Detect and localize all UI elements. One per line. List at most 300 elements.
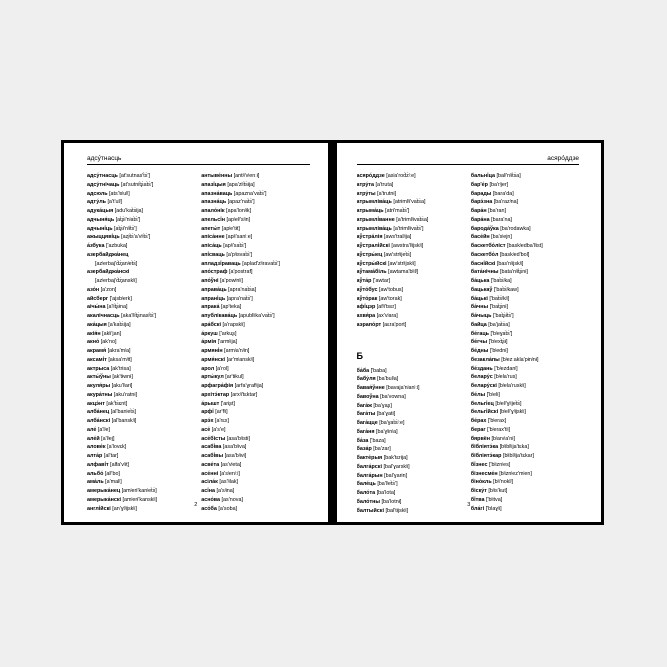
dictionary-entry — [471, 478, 579, 487]
headword: арты́кул — [201, 374, 224, 381]
headword: алта́р — [87, 453, 103, 459]
dictionary-entry — [471, 347, 579, 356]
dictionary-entry — [471, 461, 579, 470]
section-letter: Б — [356, 350, 363, 361]
headword: апі́сваць — [201, 251, 225, 258]
headword: бе́гаць — [470, 330, 489, 337]
transcription: [apazna'vat͡s'] — [233, 190, 267, 197]
page-number: 3 — [467, 502, 471, 508]
headword: айсберг — [87, 295, 109, 302]
headword: акно́ — [87, 339, 100, 346]
dictionary-entry — [471, 470, 579, 479]
transcription: [bʲiznʲez'mʲen] — [499, 470, 532, 477]
dictionary-entry — [471, 382, 579, 391]
dictionary-entry — [357, 225, 465, 234]
headword: асе́бісты — [201, 435, 226, 442]
headword: аэрапо́рт — [356, 321, 382, 328]
transcription: [bal'ɣarɨn] — [384, 472, 408, 479]
dictionary-entry — [201, 172, 309, 181]
transcription: ['bat͡sʲkaw] — [493, 286, 519, 293]
column-right — [471, 172, 579, 515]
headword: афі́цэр — [356, 304, 376, 311]
dictionary-entry — [201, 242, 309, 251]
transcription: [a'rɛx] — [214, 418, 229, 424]
dictionary-entry — [87, 373, 195, 382]
headword: ама́ль — [87, 479, 104, 486]
dictionary-entry — [357, 402, 465, 411]
headword: бата́нічны — [470, 269, 499, 276]
headword: але́ — [87, 426, 97, 433]
transcription: ['bʲelɨ] — [486, 391, 500, 398]
headword: бізнесме́н — [470, 470, 498, 477]
dictionary-entry — [471, 233, 579, 242]
headword: ахвя́ра — [356, 313, 376, 319]
headword: ба́ба — [356, 367, 370, 374]
dictionary-entry — [87, 356, 195, 365]
dictionary-entry — [87, 251, 195, 260]
transcription: [a'pʲisvat͡s'] — [226, 251, 253, 258]
dictionary-entry — [357, 375, 465, 384]
headword: атрымліва́ць — [356, 199, 392, 206]
transcription: [aw'strʲijet͡s] — [383, 251, 412, 258]
transcription: [a'malʲ] — [105, 479, 122, 486]
transcription: [aw'strʲijskʲi] — [388, 260, 416, 267]
right-page — [337, 143, 602, 522]
headword: белару́с — [470, 374, 493, 381]
headword: безакла́пы — [470, 356, 500, 363]
dictionary-entry — [471, 216, 579, 225]
headword: бало́та — [356, 490, 376, 496]
dictionary-entry — [357, 419, 465, 428]
dictionary-entry — [87, 242, 195, 251]
transcription: ['blaɣʲi] — [485, 505, 502, 512]
dictionary-entry — [87, 400, 195, 409]
dictionary-entry — [471, 190, 579, 199]
dictionary-entry — [87, 216, 195, 225]
dictionary-entry — [357, 367, 465, 376]
running-header: асяро́ддзе — [357, 154, 580, 165]
transcription: [a's'e] — [211, 426, 226, 433]
running-header: адсу́тнасць — [87, 154, 310, 165]
dictionary-entry — [87, 478, 195, 487]
headword: бі́знес — [470, 461, 488, 468]
dictionary-entry — [87, 233, 195, 242]
dictionary-entry — [357, 295, 465, 304]
dictionary-entry — [87, 277, 195, 286]
transcription: [ba'bulʲa] — [377, 376, 399, 383]
transcription: [asa'bʲiva] — [222, 444, 247, 451]
headword: аўто́бус — [356, 286, 378, 293]
transcription: [ba'jat͡sa] — [488, 321, 510, 328]
transcription: [azʲerbaj'd͡ʐanskʲi] — [95, 278, 137, 284]
transcription: [ba'rʲjer] — [489, 181, 509, 188]
transcription: [ak'tɨwnɨ] — [112, 374, 133, 381]
transcription: [ba'ɣatɨ] — [376, 411, 396, 418]
dictionary-entry — [87, 172, 195, 181]
headword: арол — [201, 365, 215, 372]
transcription: [at'sutnas't͡s'] — [119, 173, 151, 179]
headword: асяро́ддзе — [356, 173, 385, 179]
transcription: [ba'rodawka] — [500, 225, 531, 232]
transcription: [a't'ulʲ] — [107, 199, 123, 206]
headword: а́збука — [87, 243, 105, 249]
transcription: [adu'kat͡sija] — [114, 208, 144, 214]
dictionary-entry — [471, 260, 579, 269]
headword: басні́йскі — [470, 260, 496, 267]
headword: асабі́вы — [201, 453, 224, 459]
transcription: [baskʲedba'lʲist] — [507, 243, 543, 249]
headword: апрака́ — [201, 304, 220, 311]
transcription: ['armʲija] — [217, 339, 238, 346]
headword: акія́н — [87, 330, 101, 337]
headword: балга́рын — [356, 472, 383, 479]
transcription: [akʲi'jan] — [102, 330, 122, 337]
dictionary-entry — [471, 417, 579, 426]
transcription: [aw'tobus] — [378, 286, 404, 293]
column-left — [87, 172, 195, 513]
dictionary-entry — [201, 417, 309, 426]
headword: бе́здань — [470, 365, 493, 372]
transcription: [bas'nʲijskʲi] — [496, 260, 524, 267]
transcription: [aksa'mʲit] — [108, 356, 132, 363]
dictionary-entry — [357, 303, 465, 312]
transcription: [a'trɨmlʲivat͡sa] — [396, 216, 429, 223]
headword: бабу́ля — [356, 376, 376, 383]
transcription: [aw'torak] — [378, 295, 402, 302]
dictionary-entry — [357, 207, 465, 216]
transcription: [aʐɨt͡s'a'vʲit͡s'] — [121, 234, 151, 241]
dictionary-entry — [471, 172, 579, 181]
entry-columns — [357, 172, 580, 515]
transcription: [aku'ratnɨ] — [113, 391, 138, 398]
headword: адту́ль — [87, 199, 106, 206]
headword: бага́ты — [356, 411, 376, 418]
dictionary-entry — [87, 268, 195, 277]
transcription: [as'ʲilak] — [219, 479, 239, 486]
headword: бальні́ца — [470, 173, 495, 179]
transcription: [ak'trɨsa] — [110, 365, 131, 372]
headword: апазна́ваць — [201, 190, 233, 197]
dictionary-entry — [201, 260, 309, 269]
headword: арфагра́фія — [201, 383, 234, 389]
headword: адсу́тнічаць — [87, 181, 120, 188]
transcription: [ak'no] — [100, 339, 117, 346]
dictionary-entry — [87, 321, 195, 330]
headword: ба́чыць — [470, 313, 492, 319]
transcription: [bak'tɛrɨja] — [383, 455, 408, 461]
transcription: [alfa'vʲit] — [110, 461, 130, 468]
dictionary-entry — [87, 312, 195, 321]
dictionary-entry — [357, 242, 465, 251]
dictionary-entry — [87, 417, 195, 426]
transcription: ['bat͡ʂɨt͡s'] — [492, 313, 514, 319]
headword: адчыня́ць — [87, 216, 115, 223]
transcription: [a'ʲit͡ʂɨna] — [106, 304, 128, 311]
transcription: [apaz'nat͡s'] — [227, 199, 255, 206]
dictionary-entry — [357, 445, 465, 454]
headword: ба́цька — [470, 278, 490, 284]
headword: арфі́ — [201, 409, 214, 416]
transcription: [amʲerɨ'kanskʲi] — [122, 496, 158, 503]
dictionary-entry — [87, 347, 195, 356]
headword: алове́к — [87, 444, 106, 451]
dictionary-entry — [357, 428, 465, 437]
headword: амерыка́нскі — [87, 496, 122, 503]
dictionary-entry — [357, 216, 465, 225]
dictionary-entry — [87, 365, 195, 374]
dictionary-entry — [471, 312, 579, 321]
dictionary-entry — [201, 286, 309, 295]
headword: апіса́ць — [201, 243, 222, 249]
headword: бакте́рыя — [356, 455, 383, 461]
transcription: [a'postraf] — [228, 269, 253, 276]
transcription: [ba'razʲna] — [493, 199, 519, 206]
headword: бельгі́йскі — [470, 409, 499, 416]
transcription: [azʲerbaj'd͡ʐanʲet͡s] — [95, 260, 138, 267]
dictionary-entry — [87, 452, 195, 461]
dictionary-entry — [357, 410, 465, 419]
dictionary-entry — [471, 321, 579, 330]
transcription: [apa'lonʲik] — [226, 208, 252, 214]
transcription: [aka'lʲit͡ʂnasʲt͡s'] — [121, 313, 157, 319]
dictionary-entry — [357, 190, 465, 199]
headword: апіса́нне — [201, 234, 225, 241]
transcription: [at'sutnit͡ʂat͡s'] — [121, 181, 154, 188]
headword: атру́ты — [356, 190, 376, 197]
transcription: [ar'tɨkul] — [225, 374, 244, 381]
dictionary-entry — [201, 365, 309, 374]
headword: бібліятэ́кар — [470, 453, 502, 459]
dictionary-entry — [87, 435, 195, 444]
dictionary-entry — [87, 207, 195, 216]
headword: бе́лы — [470, 391, 486, 398]
dictionary-entry — [201, 382, 309, 391]
headword: аўто́рак — [356, 295, 378, 302]
dictionary-entry — [87, 181, 195, 190]
entry-columns — [87, 172, 310, 513]
transcription: [apʲelʲ'sʲin] — [226, 216, 251, 223]
transcription: [bata'nʲit͡ʂnɨ] — [499, 269, 528, 276]
dictionary-entry — [201, 295, 309, 304]
transcription: ['baba] — [370, 367, 387, 374]
headword: алфаві́т — [87, 461, 109, 468]
dictionary-entry — [357, 472, 465, 481]
dictionary-entry — [471, 408, 579, 417]
headword: біску́т — [470, 488, 487, 494]
transcription: [alʲ'bo] — [104, 470, 120, 477]
dictionary-entry — [201, 373, 309, 382]
headword: бярвён — [470, 435, 491, 442]
dictionary-entry — [471, 487, 579, 496]
headword: адсу́тнасць — [87, 173, 118, 179]
transcription: [apublʲika'vat͡s'] — [238, 313, 275, 319]
transcription: [as'nova] — [221, 496, 243, 503]
transcription: ['bat͡ʂnɨ] — [489, 304, 508, 311]
headword: апазі́цыя — [201, 181, 226, 188]
transcription: [bʲezːakla'pɨnʲnɨ] — [501, 356, 539, 363]
dictionary-entry — [201, 277, 309, 286]
headword: барады — [470, 190, 492, 197]
headword: адука́цыя — [87, 208, 114, 214]
headword: арэ́х — [201, 418, 214, 424]
headword: асе́ — [201, 426, 211, 433]
transcription: [ak't͡sɛnt] — [106, 400, 128, 407]
transcription: [aku'lʲarɨ] — [111, 383, 133, 389]
dictionary-entry — [357, 198, 465, 207]
headword: а́рмія — [201, 339, 217, 346]
dictionary-entry — [357, 260, 465, 269]
headword: аўстры́ец — [356, 251, 383, 258]
dictionary-entry — [87, 443, 195, 452]
transcription: [bʲarvʲa'nɨ] — [491, 435, 515, 442]
headword: асве́та — [201, 461, 220, 468]
transcription: [bara'na] — [491, 216, 512, 223]
headword: бало́тны — [356, 498, 380, 505]
headword: балтыйскі — [356, 507, 385, 514]
dictionary-entry — [201, 330, 309, 339]
dictionary-entry — [471, 286, 579, 295]
transcription: ['bʲitva] — [485, 496, 503, 503]
headword: акуля́ры — [87, 383, 111, 389]
headword: бара́н — [470, 208, 487, 214]
dictionary-entry — [201, 190, 309, 199]
headword: атру́та — [356, 181, 374, 188]
transcription: [balʲ'nʲit͡sa] — [496, 173, 521, 179]
headword: бе́гчы — [470, 339, 488, 346]
headword: архітэ́ктар — [201, 391, 230, 398]
headword: бага́цце — [356, 420, 378, 426]
dictionary-entry — [357, 233, 465, 242]
headword: бла́гі — [470, 505, 485, 512]
transcription: [arxʲi'tɛktar] — [230, 391, 258, 398]
headword: а́рышт — [201, 400, 220, 407]
dictionary-entry — [87, 470, 195, 479]
dictionary-entry — [471, 365, 579, 374]
dictionary-entry — [471, 251, 579, 260]
transcription: ['awtar] — [372, 278, 391, 284]
headword: бавая́ўнне — [356, 385, 385, 391]
headword: бацькаў — [470, 286, 493, 293]
dictionary-entry — [471, 181, 579, 190]
dictionary-entry — [471, 198, 579, 207]
headword: аправа́ць — [201, 286, 227, 293]
transcription: ['bʲerax'tʲi] — [487, 426, 511, 433]
transcription: [asa'bʲivɨ] — [224, 453, 247, 459]
transcription: [ar'fʲi] — [215, 409, 228, 416]
headword: аўстра́лія — [356, 234, 383, 241]
dictionary-entry — [471, 295, 579, 304]
transcription: ['bʲiznʲes] — [488, 461, 511, 468]
dictionary-entry — [201, 198, 309, 207]
transcription: [a'lovɛk] — [107, 444, 127, 451]
headword: бале́ць — [356, 481, 376, 488]
dictionary-entry — [201, 216, 309, 225]
transcription: [ax'vʲara] — [376, 313, 398, 319]
dictionary-entry — [87, 286, 195, 295]
transcription: [ba'zar] — [373, 446, 391, 453]
dictionary-entry — [471, 330, 579, 339]
headword: бераг — [470, 426, 486, 433]
dictionary-entry — [357, 384, 465, 393]
column-right — [201, 172, 309, 513]
dictionary-entry — [87, 408, 195, 417]
headword: бара́на — [470, 216, 490, 223]
headword: бе́дны — [470, 348, 489, 354]
transcription: [armʲa'nʲin] — [224, 348, 250, 354]
headword: атрымліва́ць — [356, 225, 392, 232]
dictionary-entry — [471, 452, 579, 461]
dictionary-entry — [471, 207, 579, 216]
transcription: [apra'nat͡s'] — [226, 295, 253, 302]
dictionary-entry — [87, 260, 195, 269]
dictionary-entry — [471, 277, 579, 286]
transcription: [a'rol] — [215, 365, 229, 372]
dictionary-entry — [357, 489, 465, 498]
headword: асе́нні — [201, 470, 219, 477]
headword: аўта́р — [356, 278, 372, 284]
dictionary-entry — [201, 452, 309, 461]
headword: асно́ва — [201, 496, 221, 503]
dictionary-entry — [357, 268, 465, 277]
transcription: [a'trutnɨ] — [377, 190, 397, 197]
transcription: [awtama'bʲilʲ] — [388, 269, 419, 276]
transcription: [ba'vowna] — [380, 393, 406, 400]
dictionary-entry — [357, 463, 465, 472]
transcription: [ba'lotnɨ] — [381, 498, 402, 505]
headword: баскетбо́л — [470, 251, 499, 258]
dictionary-entry — [357, 181, 465, 190]
transcription: [a'trɨmlʲivat͡s'] — [393, 225, 424, 232]
headword: басе́йн — [470, 234, 490, 241]
dictionary-entry — [471, 443, 579, 452]
dictionary-entry — [201, 207, 309, 216]
dictionary-entry — [471, 242, 579, 251]
transcription: [ba'ɣaʂ] — [373, 402, 392, 409]
dictionary-entry — [357, 277, 465, 286]
page-number: 2 — [194, 502, 198, 508]
transcription: [bʲela'ruskʲi] — [498, 383, 526, 389]
dictionary-entry — [357, 480, 465, 489]
headword: база́р — [356, 446, 372, 453]
transcription: [apra'nat͡sa] — [228, 286, 257, 293]
dictionary-entry — [201, 181, 309, 190]
headword: азербайджа́нец — [87, 251, 129, 258]
transcription: ['baza] — [369, 437, 386, 444]
transcription: [bʲiblʲija'tɛkar] — [502, 453, 534, 459]
headword: апо́ўні — [201, 278, 219, 284]
headword: алба́нец — [87, 409, 110, 416]
dictionary-entry — [87, 303, 195, 312]
headword: бібліятэ́ка — [470, 444, 499, 451]
transcription: [al'banʲet͡s] — [110, 409, 137, 416]
headword: аўтама́біль — [356, 269, 387, 276]
transcription: [bal'ɣarskʲi] — [383, 463, 410, 470]
headword: апазна́ць — [201, 199, 227, 206]
dictionary-entry — [471, 373, 579, 382]
transcription: [awstra'lʲijskʲi] — [391, 243, 424, 249]
headword: акты́ўны — [87, 374, 111, 381]
dictionary-entry — [87, 426, 195, 435]
headword: апрані́ць — [201, 295, 226, 302]
headword: бага́ж — [356, 402, 372, 409]
headword: алба́нскі — [87, 418, 111, 424]
transcription: ['bat͡sʲka] — [490, 278, 512, 284]
transcription: [ats'ʲsʲulʲ] — [109, 190, 130, 197]
headword: адсюль — [87, 190, 108, 197]
dictionary-entry — [471, 391, 579, 400]
headword: барода́ўка — [470, 225, 499, 232]
dictionary-entry — [471, 338, 579, 347]
